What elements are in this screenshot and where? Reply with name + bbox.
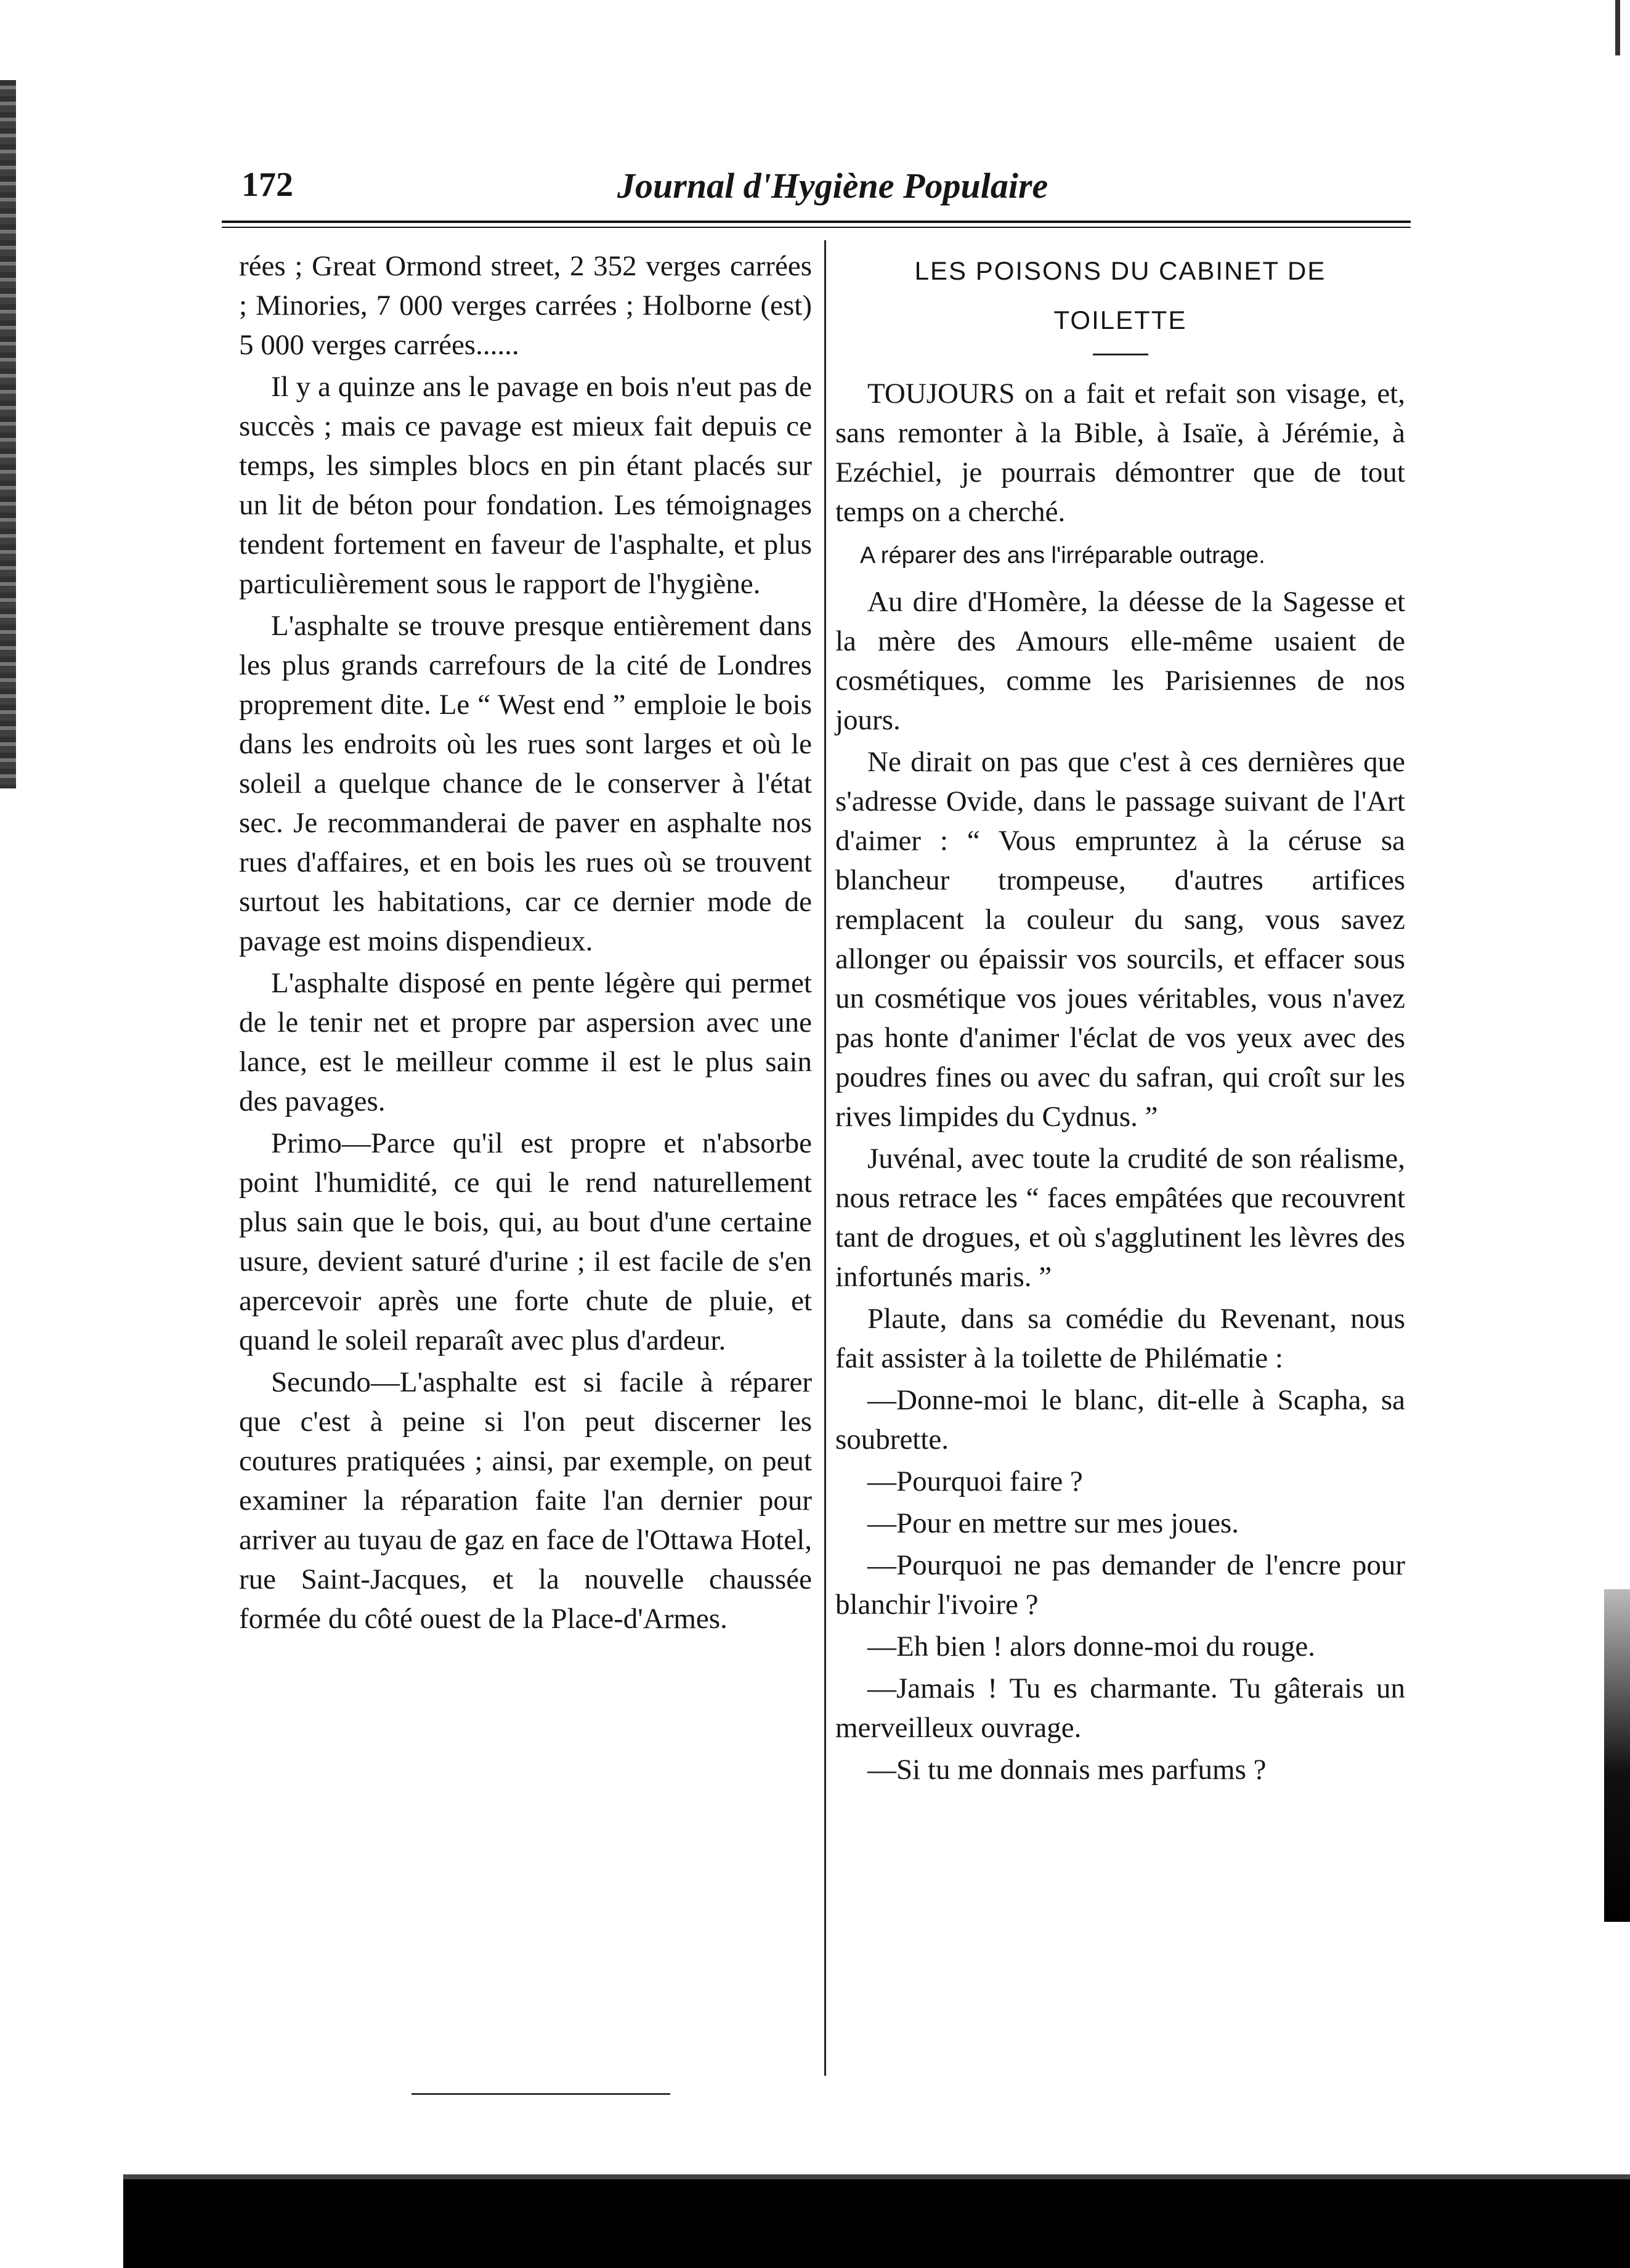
section-end-rule (412, 2093, 670, 2095)
article-title-line: LES POISONS DU CABINET DE (914, 256, 1326, 285)
scan-edge-bottom (123, 2174, 1630, 2268)
right-column (835, 246, 1405, 1792)
dialogue-line: —Pourquoi faire ? (867, 1465, 1083, 1497)
dialogue-line: —Pourquoi ne pas demander de l'encre pour blanchir l'ivoire ? (835, 1549, 1405, 1621)
paragraph: Plaute, dans sa comédie du Revenant, nous fait assister à la toilette de Philématie : (835, 1303, 1405, 1374)
dialogue-line: —Jamais ! Tu es charmante. Tu gâterais un merveilleux ouvrage. (835, 1672, 1405, 1744)
page-header (241, 165, 1400, 208)
paragraph: L'asphalte se trouve presque entièrement dans les plus grands carrefours de la cité de Londres proprement dite. Le “ West end ” emploie le bois dans les endroits où les rues sont larges et où le soleil a quelque chance de le conserver à l'état sec. Je recommanderai de paver en asphalte nos rues d'affaires, et en bois les rues où se trouvent surtout les habitations, car ce dernier mode de pavage est moins dispendieux. (239, 610, 812, 957)
paragraph: Juvénal, avec toute la crudité de son réalisme, nous retrace les “ faces empâtées que recouvrent tant de drogues, et où s'agglutinent les lèvres des infortunés maris. ” (835, 1143, 1405, 1293)
dialogue-line: —Pour en mettre sur mes joues. (867, 1507, 1239, 1539)
article-title-line: TOILETTE (1053, 306, 1187, 334)
header-rule-thin (222, 227, 1411, 228)
dialogue-line: —Eh bien ! alors donne-moi du rouge. (867, 1630, 1316, 1663)
scan-mark-top-right (1615, 0, 1620, 55)
paragraph: Il y a quinze ans le pavage en bois n'eut pas de succès ; mais ce pavage est mieux fait depuis ce temps, les simples blocs en pin étant placés sur un lit de béton pour fondation. Les témoignages tendent fortement en faveur de l'asphalte, et plus particulièrement sous le rapport de l'hygiène. (239, 371, 812, 600)
scan-edge-right (1604, 1589, 1630, 1922)
scan-edge-left (0, 80, 16, 788)
left-column (239, 246, 812, 1641)
paragraph: L'asphalte disposé en pente légère qui permet de le tenir net et propre par aspersion avec une lance, est le meilleur comme il est le plus sain des pavages. (239, 967, 812, 1117)
column-divider (824, 240, 826, 2076)
paragraph: rées ; Great Ormond street, 2 352 verges carrées ; Minories, 7 000 verges carrées ; Holborne (est) 5 000 verges carrées...... (239, 250, 812, 361)
article-title (835, 246, 1405, 345)
dialogue-line: —Donne-moi le blanc, dit-elle à Scapha, sa soubrette. (835, 1384, 1405, 1456)
dialogue-line: —Si tu me donnais mes parfums ? (867, 1754, 1267, 1786)
running-title: Journal d'Hygiène Populaire (617, 166, 1048, 206)
verse-quote: A réparer des ans l'irréparable outrage. (860, 543, 1265, 569)
paragraph: TOUJOURS on a fait et refait son visage, et, sans remonter à la Bible, à Isaïe, à Jérémie, à Ezéchiel, je pourrais démontrer que de tout temps on a cherché. (835, 378, 1405, 528)
paragraph: Secundo—L'asphalte est si facile à réparer que c'est à peine si l'on peut discerner les coutures pratiquées ; ainsi, par exemple, on peut examiner la réparation faite l'an dernier pour arriver au tuyau de gaz en face de l'Ottawa Hotel, rue Saint-Jacques, et la nouvelle chaussée formée du côté ouest de la Place-d'Armes. (239, 1366, 812, 1635)
title-rule (1093, 354, 1148, 355)
paragraph: Au dire d'Homère, la déesse de la Sagesse et la mère des Amours elle-même usaient de cosmétiques, comme les Parisiennes de nos jours. (835, 586, 1405, 736)
page-number: 172 (241, 166, 293, 204)
header-rule (222, 221, 1411, 223)
paragraph: Ne dirait on pas que c'est à ces dernières que s'adresse Ovide, dans le passage suivant de l'Art d'aimer : “ Vous empruntez à la céruse sa blancheur trompeuse, d'autres artifices remplacent la couleur du sang, vous savez allonger ou épaissir vos sourcils, et effacer sous un cosmétique vos joues véritables, vous n'avez pas honte d'animer l'éclat de vos yeux avec des poudres fines ou avec du safran, qui croît sur les rives limpides du Cydnus. ” (835, 746, 1405, 1133)
paragraph: Primo—Parce qu'il est propre et n'absorbe point l'humidité, ce qui le rend naturellement plus sain que le bois, qui, au bout d'une certaine usure, devient saturé d'urine ; il est facile de s'en apercevoir après une forte chute de pluie, et quand le soleil reparaît avec plus d'ardeur. (239, 1127, 812, 1356)
